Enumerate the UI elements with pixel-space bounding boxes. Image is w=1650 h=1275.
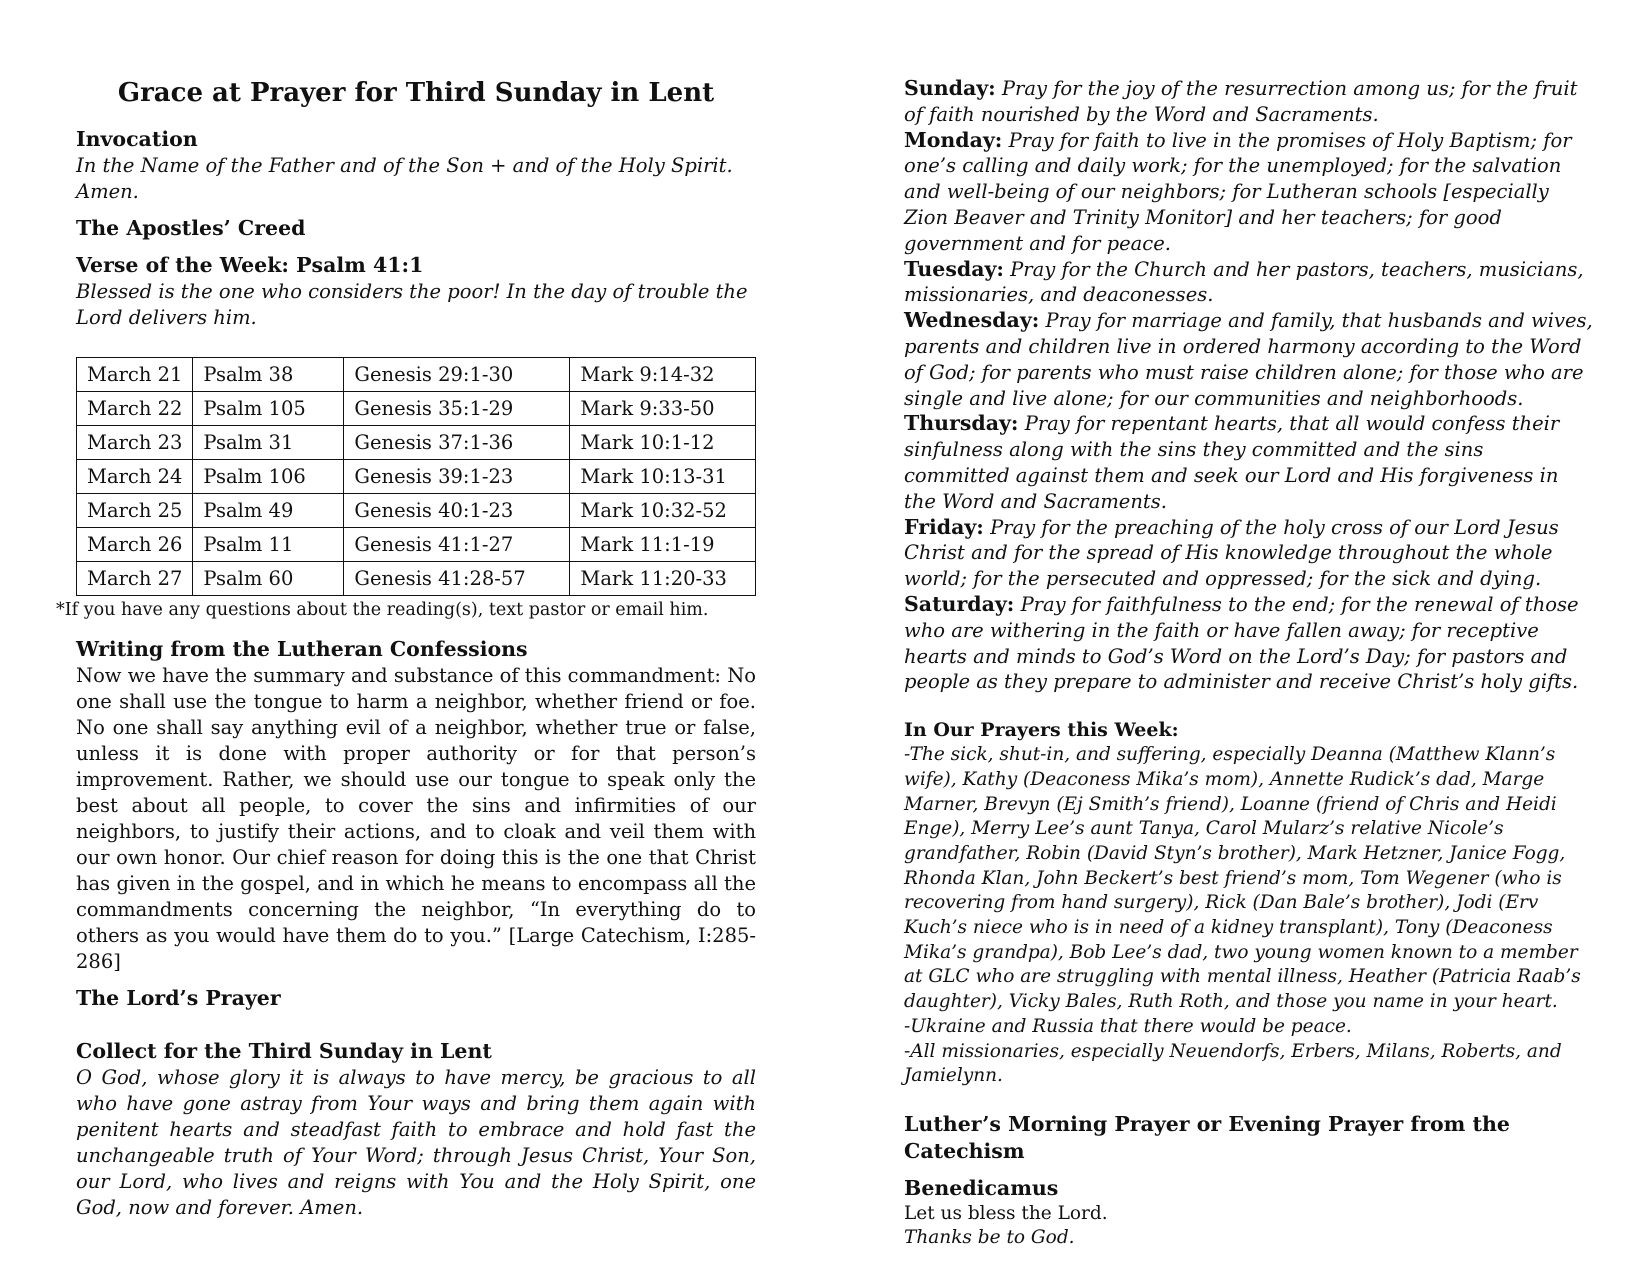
day-prayer: [904, 592, 1594, 695]
day-text: Pray for faith to live in the promises of Holy Baptism; for one’s calling and daily work; for the unemployed; for the salvation and well-being of our neighbors; for Lutheran schools [especially Zion Beaver and Trinity Monitor] and her teachers; for good government and for peace.: [904, 128, 1572, 255]
readings-table: [76, 357, 756, 596]
collect-heading: Collect for the Third Sunday in Lent: [76, 1039, 492, 1063]
table-row: [77, 426, 756, 460]
reading-gospel: Mark 10:32-52: [570, 494, 756, 528]
reading-psalm: Psalm 60: [193, 562, 344, 596]
table-row: [77, 460, 756, 494]
prayer-item: -The sick, shut-in, and suffering, especially Deanna (Matthew Klann’s wife), Kathy (Deaconess Mika’s mom), Annette Rudick’s dad, Marge Marner, Brevyn (Ej Smith’s friend), Loanne (friend of Chris and Heidi Enge), Merry Lee’s aunt Tanya, Carol Mularz’s relative Nicole’s grandfather, Robin (David Styn’s brother), Mark Hetzner, Janice Fogg, Rhonda Klan, John Beckert’s best friend’s mom, Tom Wegener (who is recovering from hand surgery), Rick (Dan Bale’s brother), Jodi (Erv Kuch’s niece who is in need of a kidney transplant), Tony (Deaconess Mika’s grandpa), Bob Lee’s dad, two young women known to a member at GLC who are struggling with mental illness, Heather (Patricia Raab’s daughter), Vicky Bales, Ruth Roth, and those you name in your heart.: [904, 744, 1581, 1013]
day-label: Thursday:: [904, 411, 1019, 436]
reading-date: March 27: [77, 562, 193, 596]
day-label: Saturday:: [904, 591, 1015, 616]
luther-prayer-heading: Luther’s Morning Prayer or Evening Prayer from the Catechism: [904, 1111, 1510, 1163]
reading-gospel: Mark 11:20-33: [570, 562, 756, 596]
benedicamus-heading: Benedicamus: [904, 1175, 1059, 1200]
left-column: [56, 78, 756, 1221]
reading-date: March 24: [77, 460, 193, 494]
reading-gospel: Mark 9:14-32: [570, 358, 756, 392]
reading-psalm: Psalm 31: [193, 426, 344, 460]
table-row: [77, 528, 756, 562]
day-label: Sunday:: [904, 76, 996, 100]
confessions-heading: Writing from the Lutheran Confessions: [76, 637, 528, 661]
day-text: Pray for repentant hearts, that all would confess their sinfulness along with the sins they committed and the sins committed against them and seek our Lord and His forgiveness in the Word and Sacraments.: [904, 412, 1560, 513]
prayers-list: [904, 743, 1594, 1089]
day-text: Pray for the Church and her pastors, teachers, musicians, missionaries, and deaconesses.: [904, 257, 1584, 307]
day-text: Pray for marriage and family, that husbands and wives, parents and children live in ordered harmony according to the Word of God; for parents who must raise children alone; for those who are single and live alone; for our communities and neighborhoods.: [904, 309, 1593, 410]
creed-heading: The Apostles’ Creed: [76, 216, 306, 240]
reading-ot: Genesis 29:1-30: [344, 358, 570, 392]
reading-psalm: Psalm 11: [193, 528, 344, 562]
reading-gospel: Mark 9:33-50: [570, 392, 756, 426]
reading-ot: Genesis 41:28-57: [344, 562, 570, 596]
page-title: Grace at Prayer for Third Sunday in Lent: [117, 78, 715, 108]
table-row: [77, 358, 756, 392]
day-label: Tuesday:: [904, 256, 1004, 281]
reading-ot: Genesis 41:1-27: [344, 528, 570, 562]
invocation-text: In the Name of the Father and of the Son + and of the Holy Spirit. Amen.: [76, 154, 733, 203]
right-column: [904, 76, 1594, 1250]
reading-date: March 23: [77, 426, 193, 460]
benedicamus-response: Thanks be to God.: [904, 1226, 1075, 1248]
reading-gospel: Mark 10:1-12: [570, 426, 756, 460]
day-label: Wednesday:: [904, 308, 1040, 333]
day-prayer: [904, 308, 1594, 411]
day-prayer: [904, 411, 1594, 514]
reading-date: March 21: [77, 358, 193, 392]
day-prayer: [904, 515, 1594, 592]
reading-psalm: Psalm 105: [193, 392, 344, 426]
reading-ot: Genesis 37:1-36: [344, 426, 570, 460]
day-prayer: [904, 76, 1594, 128]
daily-prayers: [904, 76, 1594, 695]
reading-ot: Genesis 40:1-23: [344, 494, 570, 528]
reading-date: March 22: [77, 392, 193, 426]
prayers-heading: In Our Prayers this Week:: [904, 719, 1179, 742]
invocation-heading: Invocation: [76, 127, 198, 151]
reading-psalm: Psalm 106: [193, 460, 344, 494]
reading-ot: Genesis 39:1-23: [344, 460, 570, 494]
prayer-item: -Ukraine and Russia that there would be peace.: [904, 1015, 1352, 1037]
prayer-item: -All missionaries, especially Neuendorfs, Erbers, Milans, Roberts, and Jamielynn.: [904, 1040, 1562, 1087]
reading-date: March 25: [77, 494, 193, 528]
benedicamus-versicle: Let us bless the Lord.: [904, 1202, 1108, 1224]
verse-text: Blessed is the one who considers the poor! In the day of trouble the Lord delivers him.: [76, 280, 748, 329]
lords-prayer-heading: The Lord’s Prayer: [76, 986, 281, 1010]
table-row: [77, 562, 756, 596]
collect-text: O God, whose glory it is always to have mercy, be gracious to all who have gone astray from Your ways and bring them again with penitent hearts and steadfast faith to embrace and hold fast the unchangeable truth of Your Word; through Jesus Christ, Your Son, our Lord, who lives and reigns with You and the Holy Spirit, one God, now and forever. Amen.: [76, 1066, 756, 1219]
confessions-text: Now we have the summary and substance of this commandment: No one shall use the tongue to harm a neighbor, whether friend or foe. No one shall say anything evil of a neighbor, whether true or false, unless it is done with proper authority or for that person’s improvement. Rather, we should use our tongue to speak only the best about all people, to cover the sins and infirmities of our neighbors, to justify their actions, and to cloak and veil them with our own honor. Our chief reason for doing this is the one that Christ has given in the gospel, and in which he means to encompass all the commandments concerning the neighbor, “In everything do to others as you would have them do to you.” [Large Catechism, I:285-286]: [76, 664, 756, 973]
reading-ot: Genesis 35:1-29: [344, 392, 570, 426]
day-prayer: [904, 257, 1594, 309]
reading-psalm: Psalm 49: [193, 494, 344, 528]
reading-date: March 26: [77, 528, 193, 562]
readings-footnote: *If you have any questions about the reading(s), text pastor or email him.: [56, 600, 709, 620]
table-row: [77, 392, 756, 426]
reading-gospel: Mark 11:1-19: [570, 528, 756, 562]
reading-psalm: Psalm 38: [193, 358, 344, 392]
day-label: Monday:: [904, 127, 1003, 152]
day-prayer: [904, 128, 1594, 257]
verse-heading: Verse of the Week: Psalm 41:1: [76, 253, 424, 277]
day-text: Pray for the joy of the resurrection among us; for the fruit of faith nourished by the Word and Sacraments.: [904, 77, 1578, 126]
day-label: Friday:: [904, 514, 984, 539]
table-row: [77, 494, 756, 528]
reading-gospel: Mark 10:13-31: [570, 460, 756, 494]
day-text: Pray for the preaching of the holy cross of our Lord Jesus Christ and for the spread of His knowledge throughout the whole world; for the persecuted and oppressed; for the sick and dying.: [904, 515, 1559, 591]
day-text: Pray for faithfulness to the end; for the renewal of those who are withering in the faith or have fallen away; for receptive hearts and minds to God’s Word on the Lord’s Day; for pastors and people as they prepare to administer and receive Christ’s holy gifts.: [904, 592, 1579, 694]
